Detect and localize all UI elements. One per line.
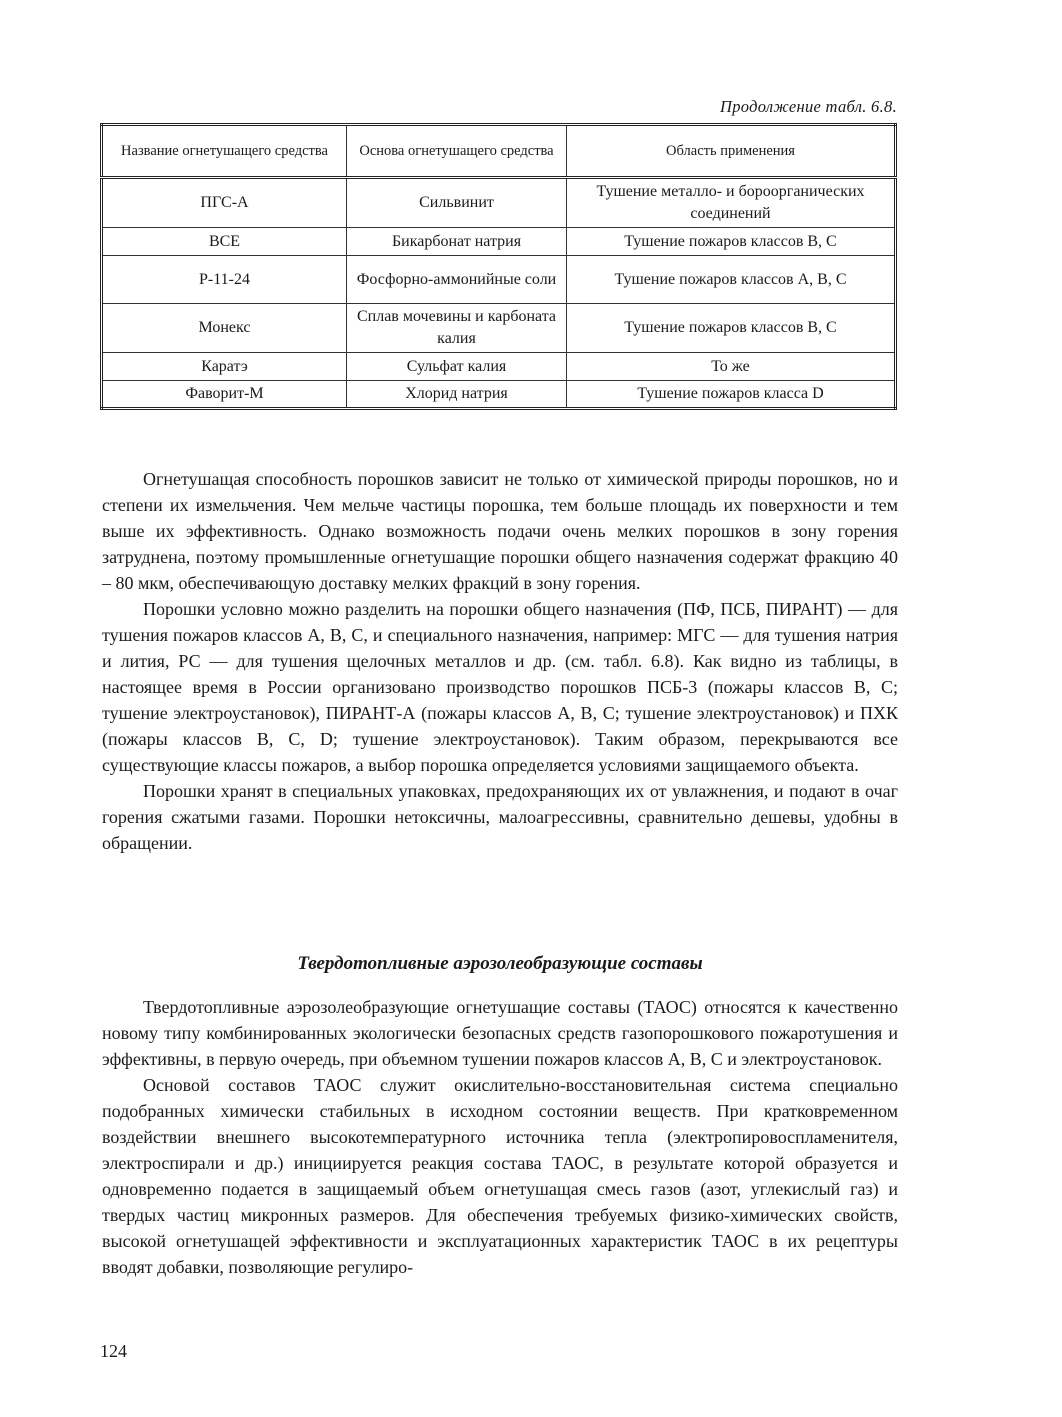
paragraph: Порошки хранят в специальных упаковках, предохраняющих их от увлажнения, и подают в очаг горения сжатыми газами. Порошки нетоксичны, малоагрессивны, сравнительно дешевы, удобны в обращении. [102,781,898,853]
cell-agent-base: Сильвинит [347,178,567,228]
table-row [102,381,896,409]
paragraph: Огнетушащая способность порошков зависит не только от химической природы порошков, но и степени их измельчения. Чем мельче частицы порошка, тем больше площадь их поверхности и тем выше их эффективность. Однако возможность подачи очень мелких порошков в зону горения затруднена, поэтому промышленные огнетушащие порошки общего назначения содержат фракцию 40 – 80 мкм, обеспечивающую доставку мелких фракций в зону горения. [102,469,898,593]
cell-agent-name: Р-11-24 [102,256,347,304]
page-number: 124 [100,1341,127,1361]
paragraph: Твердотопливные аэрозолеобразующие огнетушащие составы (ТАОС) относятся к качественно новому типу комбинированных экологически безопасных средств газопорошкового пожаротушения и эффективны, в первую очередь, при объемном тушении пожаров классов А, В, С и электроустановок. [102,997,898,1069]
cell-agent-name: Монекс [102,304,347,353]
paragraph: Основой составов ТАОС служит окислительно-восстановительная система специально подобранных химически стабильных в исходном состоянии веществ. При кратковременном воздействии внешнего высокотемпературного источника тепла (электропировоспламенителя, электроспирали и др.) инициируется реакция состава ТАОС, в результате которой образуется и одновременно подается в защищаемый объем огнетушащая смесь газов (азот, углекислый газ) и твердых частиц микронных размеров. Для обеспечения требуемых физико-химических свойств, высокой огнетушащей эффективности и эксплуатационных характеристик ТАОС в их рецептуры вводят добавки, позволяющие регулиро- [102,1075,898,1277]
table-row [102,228,896,256]
table-row [102,178,896,228]
section-body-text [102,994,898,1280]
cell-agent-base: Фосфорно-аммонийные соли [347,256,567,304]
cell-application-area: Тушение пожаров класса D [567,381,896,409]
cell-agent-name: Фаворит-М [102,381,347,409]
table-row [102,256,896,304]
table-row [102,304,896,353]
header-agent-base: Основа огнетушащего средства [347,125,567,178]
cell-agent-base: Хлорид натрия [347,381,567,409]
cell-agent-name: ПГС-А [102,178,347,228]
cell-agent-base: Сплав мочевины и карбоната калия [347,304,567,353]
cell-agent-base: Бикарбонат натрия [347,228,567,256]
cell-application-area: Тушение пожаров классов В, С [567,304,896,353]
cell-agent-name: ВСЕ [102,228,347,256]
section-title: Твердотопливные аэрозолеобразующие составы [297,953,703,974]
body-text [102,466,898,856]
cell-application-area: Тушение пожаров классов А, В, С [567,256,896,304]
table-header-row [102,125,896,178]
cell-agent-name: Каратэ [102,353,347,381]
cell-application-area: Тушение металло- и бороорганических соединений [567,178,896,228]
paragraph: Порошки условно можно разделить на порошки общего назначения (ПФ, ПСБ, ПИРАНТ) — для тушения пожаров классов А, В, С, и специального назначения, например: МГС — для тушения натрия и лития, РС — для тушения щелочных металлов и др. (см. табл. 6.8). Как видно из таблицы, в настоящее время в России организовано производство порошков ПСБ-3 (пожары классов В, С; тушение электроустановок), ПИРАНТ-А (пожары классов А, В, С; тушение электроустановок) и ПХК (пожары классов В, С, D; тушение электроустановок). Таким образом, перекрываются все существующие классы пожаров, а выбор порошка определяется условиями защищаемого объекта. [102,599,898,775]
cell-application-area: Тушение пожаров классов В, С [567,228,896,256]
header-application-area: Область применения [567,125,896,178]
table-row [102,353,896,381]
cell-application-area: То же [567,353,896,381]
header-agent-name: Название огнетушащего средства [102,125,347,178]
table-caption: Продолжение табл. 6.8. [720,97,897,116]
cell-agent-base: Сульфат калия [347,353,567,381]
extinguishing-agents-table [100,123,897,410]
